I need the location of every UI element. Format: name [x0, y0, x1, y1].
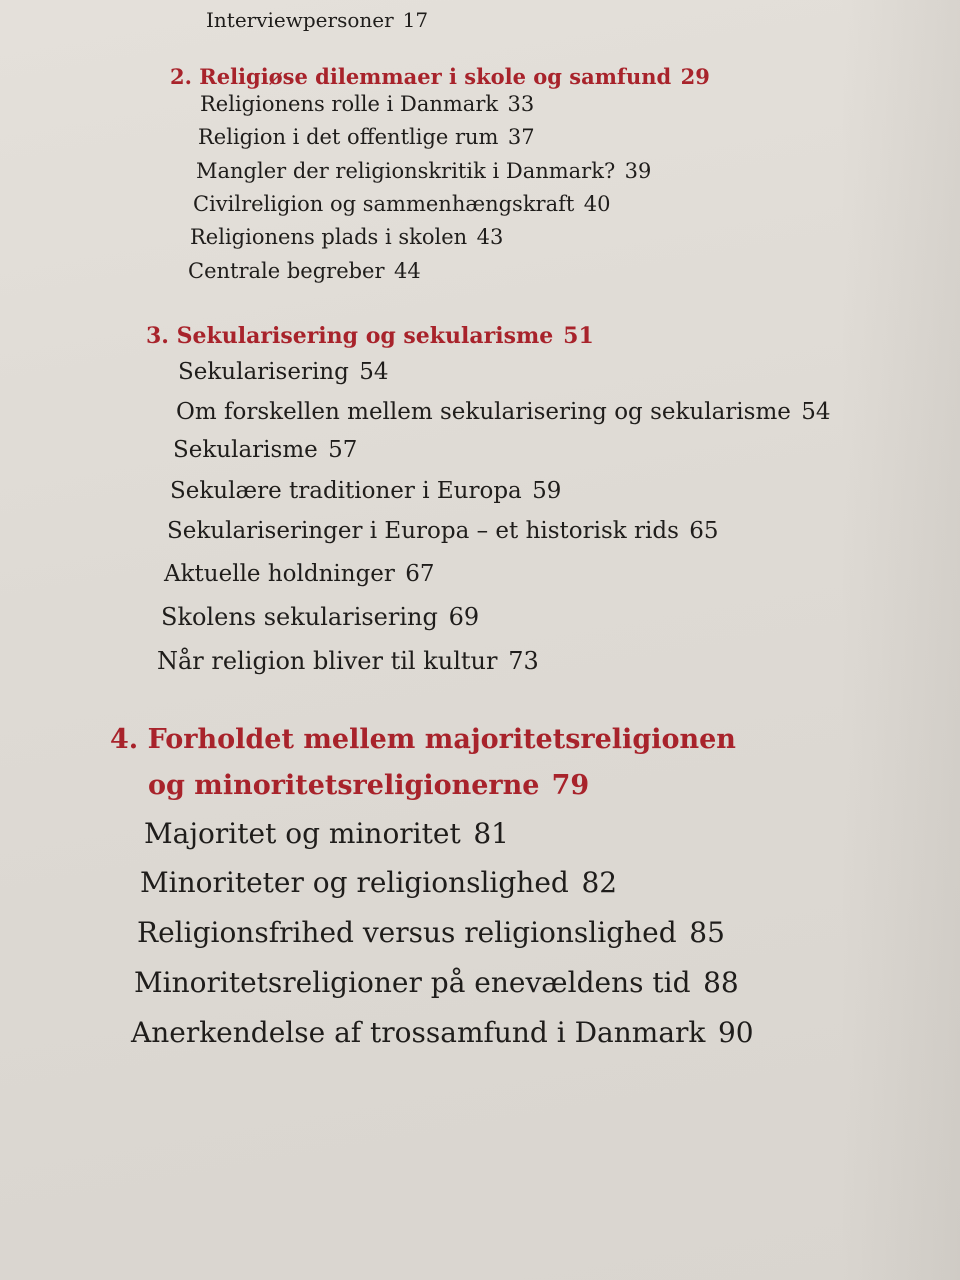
toc-entry-page: 65: [689, 518, 719, 544]
toc-entry: [196, 161, 651, 182]
toc-entry-page: 17: [402, 8, 429, 32]
page-shadow: [840, 0, 960, 1280]
toc-entry-page: 88: [703, 966, 739, 999]
chapter-3-heading: [146, 325, 594, 347]
toc-entry-title: Centrale begreber: [188, 259, 385, 283]
toc-entry: [193, 194, 611, 215]
chapter-title: Sekularisering og sekularisme: [176, 323, 554, 349]
toc-entry-title: Sekularisering: [178, 359, 349, 385]
toc-entry-title: Religionsfrihed versus religionslighed: [137, 916, 677, 949]
toc-entry: [167, 520, 719, 543]
toc-entry-page: 59: [532, 478, 562, 504]
chapter-4-heading-line1: [110, 726, 736, 753]
chapter-page: 51: [563, 323, 594, 349]
toc-entry: [164, 563, 435, 586]
toc-entry-title: Sekularisme: [173, 437, 318, 463]
toc-entry-title: Om forskellen mellem sekularisering og sekularisme: [176, 399, 791, 425]
toc-entry-title: Interviewpersoner: [206, 8, 394, 32]
toc-entry-page: 69: [448, 603, 480, 631]
toc-entry: [140, 866, 618, 899]
chapter-title: Forholdet mellem majoritetsreligionen: [147, 724, 736, 755]
chapter-number: 4.: [110, 724, 139, 755]
toc-entry-page: 82: [581, 866, 618, 899]
toc-entry-page: 81: [473, 817, 509, 850]
toc-entry-title: Religionens rolle i Danmark: [200, 92, 499, 116]
toc-entry-title: Mangler der religionskritik i Danmark?: [196, 159, 616, 183]
chapter-page: 79: [551, 770, 590, 801]
toc-entry-page: 85: [689, 916, 725, 949]
toc-entry-title: Sekulære traditioner i Europa: [170, 478, 522, 504]
toc-entry-title: Religionens plads i skolen: [190, 225, 468, 249]
toc-entry-page: 67: [405, 561, 435, 587]
toc-entry: [198, 127, 535, 148]
chapter-title: og minoritetsreligionerne: [148, 770, 540, 801]
toc-entry-title: Når religion bliver til kultur: [157, 647, 498, 675]
toc-entry: [170, 480, 561, 503]
toc-entry: [131, 1016, 754, 1049]
toc-entry-title: Aktuelle holdninger: [164, 561, 395, 587]
toc-entry: [190, 227, 503, 248]
toc-entry-page: 39: [624, 159, 652, 183]
toc-entry: [176, 401, 831, 424]
toc-entry: [178, 361, 388, 384]
toc-entry: [144, 817, 509, 850]
toc-entry-title: Sekulariseringer i Europa – et historisk rids: [167, 518, 679, 544]
toc-entry-page: 44: [393, 259, 421, 283]
chapter-title: Religiøse dilemmaer i skole og samfund: [199, 64, 672, 89]
chapter-4-heading-line2: [148, 772, 589, 799]
toc-entry-page: 40: [583, 192, 611, 216]
toc-entry-page: 90: [717, 1016, 754, 1049]
toc-entry-page: 33: [507, 92, 535, 116]
toc-entry-page: 73: [508, 647, 539, 675]
toc-entry: [188, 261, 421, 282]
toc-entry-page: 43: [476, 225, 504, 249]
toc-entry-page: 54: [359, 359, 389, 385]
toc-entry-title: Majoritet og minoritet: [144, 817, 461, 850]
toc-entry-title: Minoritetsreligioner på enevældens tid: [134, 966, 691, 999]
chapter-number: 2.: [170, 64, 192, 89]
toc-entry-page: 57: [328, 437, 358, 463]
toc-entry-title: Anerkendelse af trossamfund i Danmark: [131, 1016, 706, 1049]
toc-entry: [161, 605, 479, 629]
toc-entry: [200, 94, 534, 115]
toc-entry: [157, 649, 539, 673]
toc-entry-title: Skolens sekularisering: [161, 603, 438, 631]
toc-entry-title: Minoriteter og religionslighed: [140, 866, 569, 899]
toc-entry-interviewpersoner: [206, 10, 428, 30]
chapter-number: 3.: [146, 323, 169, 349]
toc-entry: [173, 439, 357, 462]
toc-entry-page: 54: [801, 399, 831, 425]
toc-entry: [134, 966, 739, 999]
chapter-page: 29: [680, 64, 710, 89]
toc-entry-page: 37: [507, 125, 535, 149]
toc-entry-title: Civilreligion og sammenhængskraft: [193, 192, 575, 216]
chapter-2-heading: [170, 66, 710, 87]
toc-entry: [137, 916, 725, 949]
toc-entry-title: Religion i det offentlige rum: [198, 125, 499, 149]
